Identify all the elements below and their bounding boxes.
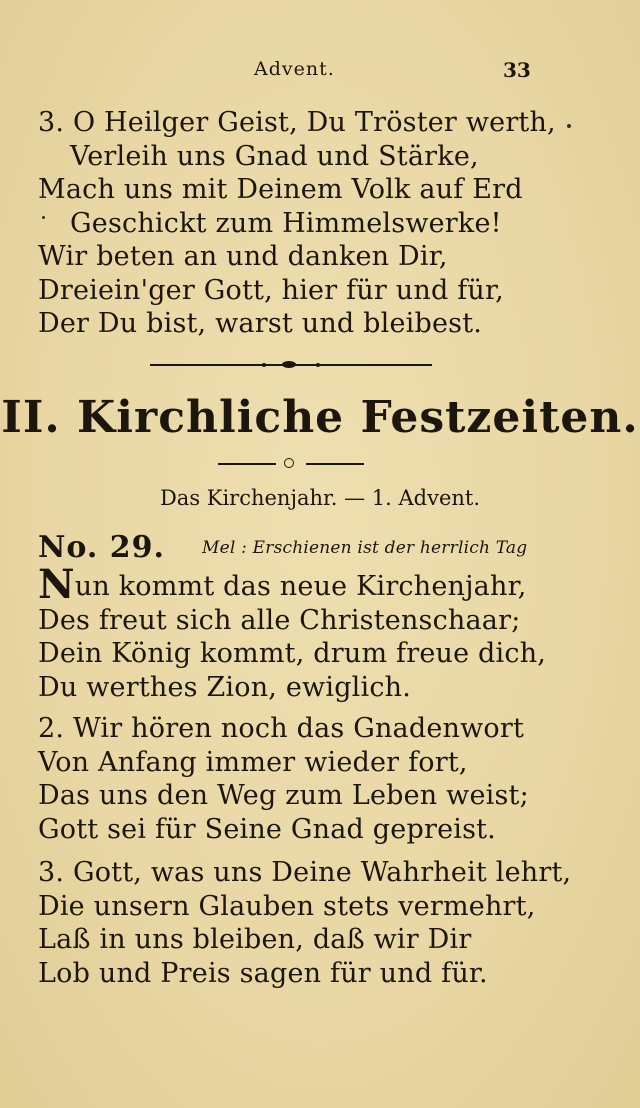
divider-segment: [218, 463, 276, 465]
verse-line: [38, 561, 608, 608]
verse-line: Laß in uns bleiben, daß wir Dir: [38, 924, 472, 955]
verse-line: Dein König kommt, drum freue dich,: [38, 638, 547, 669]
hymn-verse-2: [38, 712, 608, 846]
page-number: 33: [503, 58, 531, 82]
drop-cap: N: [38, 561, 75, 608]
print-speck: [567, 124, 571, 128]
section-subheading: Das Kirchenjahr. — 1. Advent.: [159, 486, 481, 510]
verse-line: 2. Wir hören noch das Gnadenwort: [38, 713, 525, 744]
verse-line: Von Anfang immer wieder fort,: [38, 746, 468, 778]
verse-line: Verleih uns Gnad und Stärke,: [70, 140, 479, 172]
verse-line: Mach uns mit Deinem Volk auf Erd: [38, 174, 523, 205]
running-head: [0, 58, 640, 86]
verse-line: Wir beten an und danken Dir,: [38, 241, 448, 272]
verse-line-text: un kommt das neue Kirchenjahr,: [74, 571, 527, 602]
melody-note: Mel : Erschienen ist der herrlich Tag: [202, 538, 528, 558]
hymn-number: No. 29.: [38, 530, 165, 565]
top-verse: [38, 106, 608, 341]
hymn-verse-1: [38, 561, 608, 704]
divider-segment: [306, 463, 364, 465]
verse-line: Der Du bist, warst und bleibest.: [38, 308, 483, 339]
verse-line: Des freut sich alle Christenschaar;: [38, 604, 521, 636]
verse-line: Gott sei für Seine Gnad gepreist.: [38, 813, 496, 845]
verse-line: 3. Gott, was uns Deine Wahrheit lehrt,: [38, 857, 572, 888]
section-heading: II. Kirchliche Festzeiten.: [1, 392, 639, 443]
verse-line: Du werthes Zion, ewiglich.: [38, 671, 412, 703]
print-speck: [42, 216, 45, 219]
divider-dot: [262, 363, 266, 367]
hymn-verse-3: [38, 856, 608, 990]
verse-line: Geschickt zum Himmelswerke!: [70, 207, 502, 239]
divider-ring: [284, 458, 294, 468]
running-title: Advent.: [254, 58, 335, 80]
verse-line: Die unsern Glauben stets vermehrt,: [38, 890, 536, 922]
verse-line: Dreiein'ger Gott, hier für und für,: [38, 274, 504, 306]
verse-line: Lob und Preis sagen für und für.: [38, 957, 488, 989]
verse-line: Das uns den Weg zum Leben weist;: [38, 780, 529, 811]
verse-line: 3. O Heilger Geist, Du Tröster werth,: [38, 107, 556, 138]
hymn-header: [38, 530, 608, 564]
divider-dot: [316, 363, 320, 367]
small-divider: [218, 457, 364, 471]
ornamental-divider: [150, 358, 432, 372]
divider-ornament: [282, 361, 296, 368]
